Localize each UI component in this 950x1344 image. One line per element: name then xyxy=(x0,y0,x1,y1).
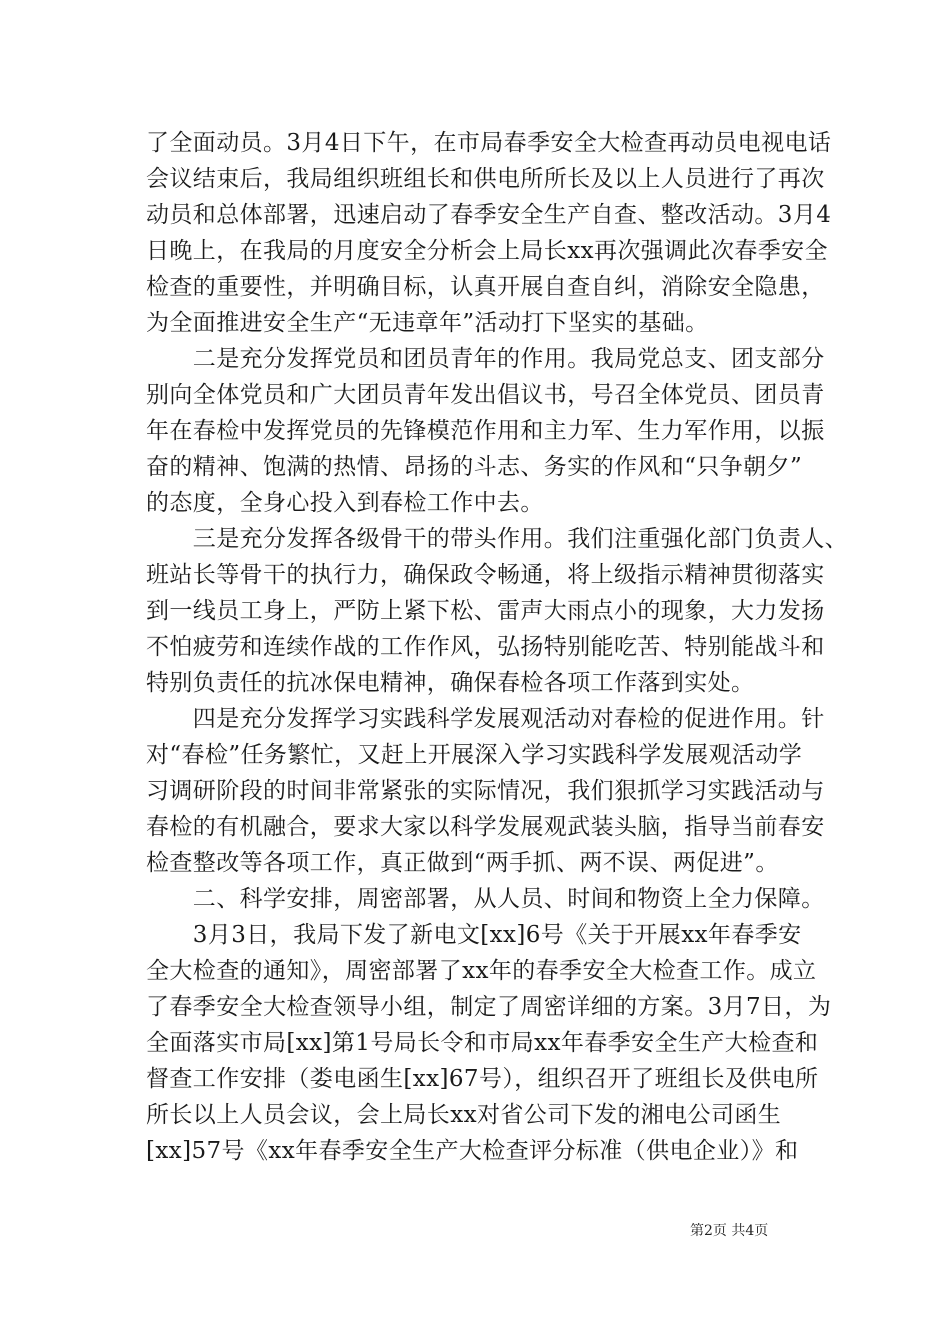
body-text-line: 四是充分发挥学习实践科学发展观活动对春检的促进作用。针 xyxy=(146,706,825,732)
body-text-line: 二是充分发挥党员和团员青年的作用。我局党总支、团支部分 xyxy=(146,346,825,372)
body-text-line: 全大检查的通知》，周密部署了xx年的春季安全大检查工作。成立 xyxy=(146,958,817,984)
body-text-line: 班站长等骨干的执行力，确保政令畅通，将上级指示精神贯彻落实 xyxy=(146,562,825,588)
body-text-line: 日晚上，在我局的月度安全分析会上局长xx再次强调此次春季安全 xyxy=(146,238,828,264)
body-text-line: 了春季安全大检查领导小组，制定了周密详细的方案。3月7日，为 xyxy=(146,994,832,1020)
body-text-line: 三是充分发挥各级骨干的带头作用。我们注重强化部门负责人、 xyxy=(146,526,848,552)
body-text-line: 全面落实市局[xx]第1号局长令和市局xx年春季安全生产大检查和 xyxy=(146,1030,819,1056)
body-text-line: 检查的重要性，并明确目标，认真开展自查自纠，消除安全隐患， xyxy=(146,274,825,300)
body-text-line: 的态度，全身心投入到春检工作中去。 xyxy=(146,490,544,516)
body-text-line: 检查整改等各项工作，真正做到“两手抓、两不误、两促进”。 xyxy=(146,850,779,876)
body-text-line: 二、科学安排，周密部署，从人员、时间和物资上全力保障。 xyxy=(146,886,825,912)
body-text-line: 别向全体党员和广大团员青年发出倡议书，号召全体党员、团员青 xyxy=(146,382,825,408)
body-text-line: 所长以上人员会议，会上局长xx对省公司下发的湘电公司函生 xyxy=(146,1102,782,1128)
body-text-line: 对“春检”任务繁忙，又赶上开展深入学习实践科学发展观活动学 xyxy=(146,742,803,768)
body-text-line: 了全面动员。3月4日下午，在市局春季安全大检查再动员电视电话 xyxy=(146,130,832,156)
body-text-line: 不怕疲劳和连续作战的工作作风，弘扬特别能吃苦、特别能战斗和 xyxy=(146,634,825,660)
body-text-line: [xx]57号《xx年春季安全生产大检查评分标准（供电企业）》和 xyxy=(146,1138,799,1164)
page-number-footer: 第2页 共4页 xyxy=(690,1223,769,1239)
body-text-line: 春检的有机融合，要求大家以科学发展观武装头脑，指导当前春安 xyxy=(146,814,825,840)
body-text-line: 督查工作安排（娄电函生[xx]67号），组织召开了班组长及供电所 xyxy=(146,1066,819,1092)
body-text-line: 奋的精神、饱满的热情、昂扬的斗志、务实的作风和“只争朝夕” xyxy=(146,454,803,480)
body-text-line: 习调研阶段的时间非常紧张的实际情况，我们狠抓学习实践活动与 xyxy=(146,778,825,804)
body-text-line: 特别负责任的抗冰保电精神，确保春检各项工作落到实处。 xyxy=(146,670,755,696)
body-text-line: 为全面推进安全生产“无违章年”活动打下坚实的基础。 xyxy=(146,310,709,336)
body-text-line: 动员和总体部署，迅速启动了春季安全生产自查、整改活动。3月4 xyxy=(146,202,832,228)
body-text-line: 会议结束后，我局组织班组长和供电所所长及以上人员进行了再次 xyxy=(146,166,825,192)
body-text-line: 到一线员工身上，严防上紧下松、雷声大雨点小的现象，大力发扬 xyxy=(146,598,825,624)
body-text-line: 年在春检中发挥党员的先锋模范作用和主力军、生力军作用，以振 xyxy=(146,418,825,444)
body-text-line: 3月3日，我局下发了新电文[xx]6号《关于开展xx年春季安 xyxy=(146,922,802,948)
